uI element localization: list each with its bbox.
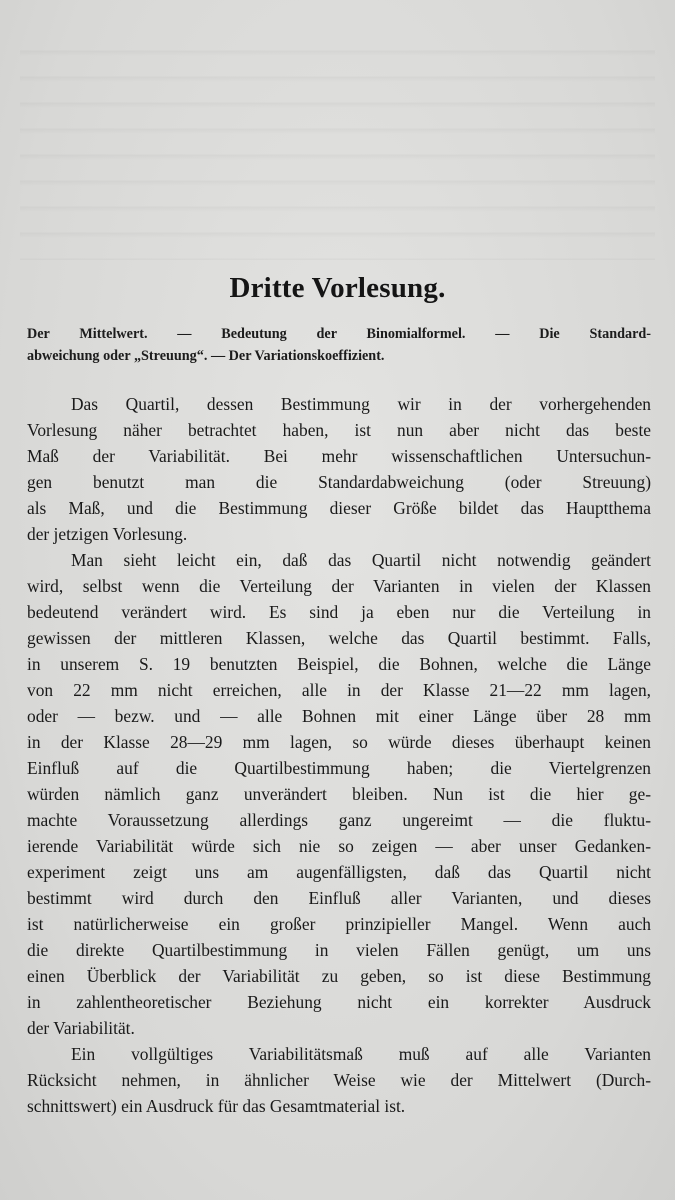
paragraph-3-line: schnittswert) ein Ausdruck für das Gesamtmaterial ist. — [27, 1096, 406, 1116]
paragraph-2-line: ist natürlicherweise ein großer prinzipieller Mangel. Wenn auch — [27, 914, 651, 934]
paragraph-2-line: bestimmt wird durch den Einfluß aller Varianten, und dieses — [27, 888, 651, 908]
paragraph-1-line: als Maß, und die Bestimmung dieser Größe bildet das Hauptthema — [27, 498, 651, 518]
summary-line: Der Mittelwert. — Bedeutung der Binomialformel. — Die Standard- — [27, 326, 651, 342]
paragraph-2-line: wird, selbst wenn die Verteilung der Varianten in vielen der Klassen — [27, 576, 651, 596]
paragraph-2-line: in unserem S. 19 benutzten Beispiel, die Bohnen, welche die Länge — [27, 654, 651, 674]
paragraph-2-line: einen Überblick der Variabilität zu geben, so ist diese Bestimmung — [27, 966, 651, 986]
paragraph-2-line: Einfluß auf die Quartilbestimmung haben; die Viertelgrenzen — [27, 758, 651, 778]
paragraph-2-line: bedeutend verändert wird. Es sind ja eben nur die Verteilung in — [27, 602, 651, 622]
paragraph-2-line: der Variabilität. — [27, 1018, 135, 1038]
chapter-summary — [27, 323, 651, 367]
paragraph-2-line: experiment zeigt uns am augenfälligsten, daß das Quartil nicht — [27, 862, 651, 882]
paragraph-3-line: Rücksicht nehmen, in ähnlicher Weise wie der Mittelwert (Durch- — [27, 1070, 651, 1090]
paragraph-2-line: die direkte Quartilbestimmung in vielen Fällen genügt, um uns — [27, 940, 651, 960]
paragraph-2-line: gewissen der mittleren Klassen, welche das Quartil bestimmt. Falls, — [27, 628, 651, 648]
paragraph-2-line: von 22 mm nicht erreichen, alle in der Klasse 21—22 mm lagen, — [27, 680, 651, 700]
chapter-title: Dritte Vorlesung. — [229, 272, 446, 304]
bleed-through-texture — [20, 30, 655, 260]
body-text — [27, 391, 651, 1119]
paragraph-2-line: würden nämlich ganz unverändert bleiben. Nun ist die hier ge- — [27, 784, 651, 804]
summary-line: abweichung oder „Streuung“. — Der Variationskoeffizient. — [27, 348, 385, 364]
paragraph-1-line: Maß der Variabilität. Bei mehr wissenschaftlichen Untersuchun- — [27, 446, 651, 466]
paragraph-1-line: Vorlesung näher betrachtet haben, ist nun aber nicht das beste — [27, 420, 651, 440]
paragraph-2-line: ierende Variabilität würde sich nie so zeigen — aber unser Gedanken- — [27, 836, 651, 856]
paragraph-1-line: der jetzigen Vorlesung. — [27, 524, 188, 544]
paragraph-2-line: machte Voraussetzung allerdings ganz ungereimt — die fluktu- — [27, 810, 651, 830]
paragraph-2-line: in der Klasse 28—29 mm lagen, so würde dieses überhaupt keinen — [27, 732, 651, 752]
paragraph-3-line: Ein vollgültiges Variabilitätsmaß muß auf alle Varianten — [71, 1044, 651, 1064]
paragraph-2-line: oder — bezw. und — alle Bohnen mit einer Länge über 28 mm — [27, 706, 651, 726]
paragraph-2-line: Man sieht leicht ein, daß das Quartil nicht notwendig geändert — [71, 550, 651, 570]
paragraph-1-line: Das Quartil, dessen Bestimmung wir in der vorhergehenden — [71, 394, 651, 414]
paragraph-1-line: gen benutzt man die Standardabweichung (oder Streuung) — [27, 472, 651, 492]
paragraph-2-line: in zahlentheoretischer Beziehung nicht ein korrekter Ausdruck — [27, 992, 651, 1012]
